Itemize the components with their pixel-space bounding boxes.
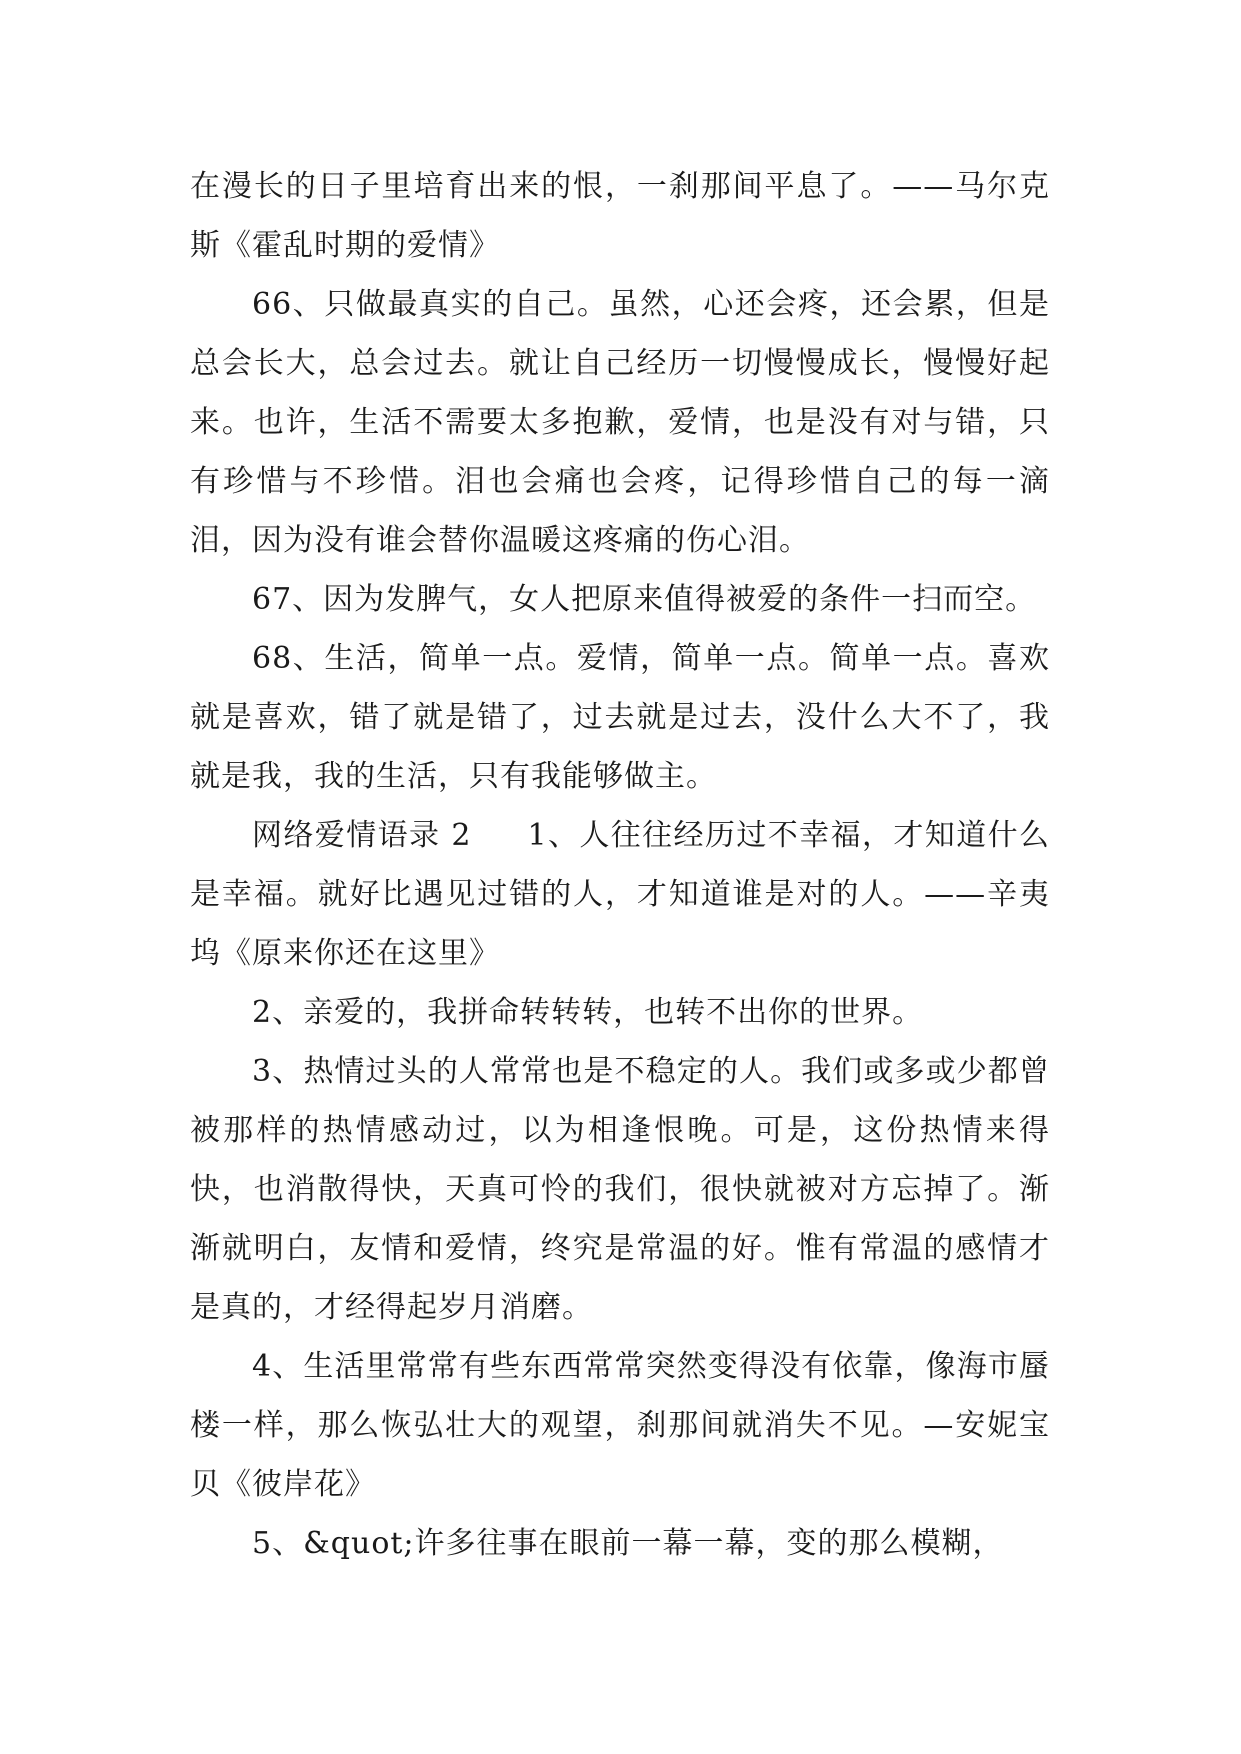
paragraph-68: 68、生活，简单一点。爱情，简单一点。简单一点。喜欢就是喜欢，错了就是错了，过去就是过去，没什么大不了，我就是我，我的生活，只有我能够做主。 [190, 641, 1050, 794]
paragraph-67: 67、因为发脾气，女人把原来值得被爱的条件一扫而空。 [252, 582, 1037, 617]
section-2-item-1: 1、人往往经历过不幸福，才知道什么是幸福。就好比遇见过错的人，才知道谁是对的人。——辛夷坞《原来你还在这里》 [190, 818, 1050, 971]
document-body [190, 157, 1050, 1573]
paragraph-66: 66、只做最真实的自己。虽然，心还会疼，还会累，但是总会长大，总会过去。就让自己经历一切慢慢成长，慢慢好起来。也许，生活不需要太多抱歉，爱情，也是没有对与错，只有珍惜与不珍惜。泪也会痛也会疼，记得珍惜自己的每一滴泪，因为没有谁会替你温暖这疼痛的伤心泪。 [190, 287, 1050, 558]
section-heading: 网络爱情语录 2 [252, 818, 472, 853]
paragraph-3: 3、热情过头的人常常也是不稳定的人。我们或多或少都曾被那样的热情感动过，以为相逢恨晚。可是，这份热情来得快，也消散得快，天真可怜的我们，很快就被对方忘掉了。渐渐就明白，友情和爱情，终究是常温的好。惟有常温的感情才是真的，才经得起岁月消磨。 [190, 1054, 1050, 1325]
paragraph-5: 5、&quot;许多往事在眼前一幕一幕，变的那么模糊， [252, 1526, 1004, 1561]
paragraph-2: 2、亲爱的，我拼命转转转，也转不出你的世界。 [252, 995, 924, 1030]
paragraph-section-2 [190, 806, 1050, 983]
paragraph-continuation: 在漫长的日子里培育出来的恨，一刹那间平息了。——马尔克斯《霍乱时期的爱情》 [190, 169, 1050, 263]
paragraph-4: 4、生活里常常有些东西常常突然变得没有依靠，像海市蜃楼一样，那么恢弘壮大的观望，刹那间就消失不见。—安妮宝贝《彼岸花》 [190, 1349, 1050, 1502]
